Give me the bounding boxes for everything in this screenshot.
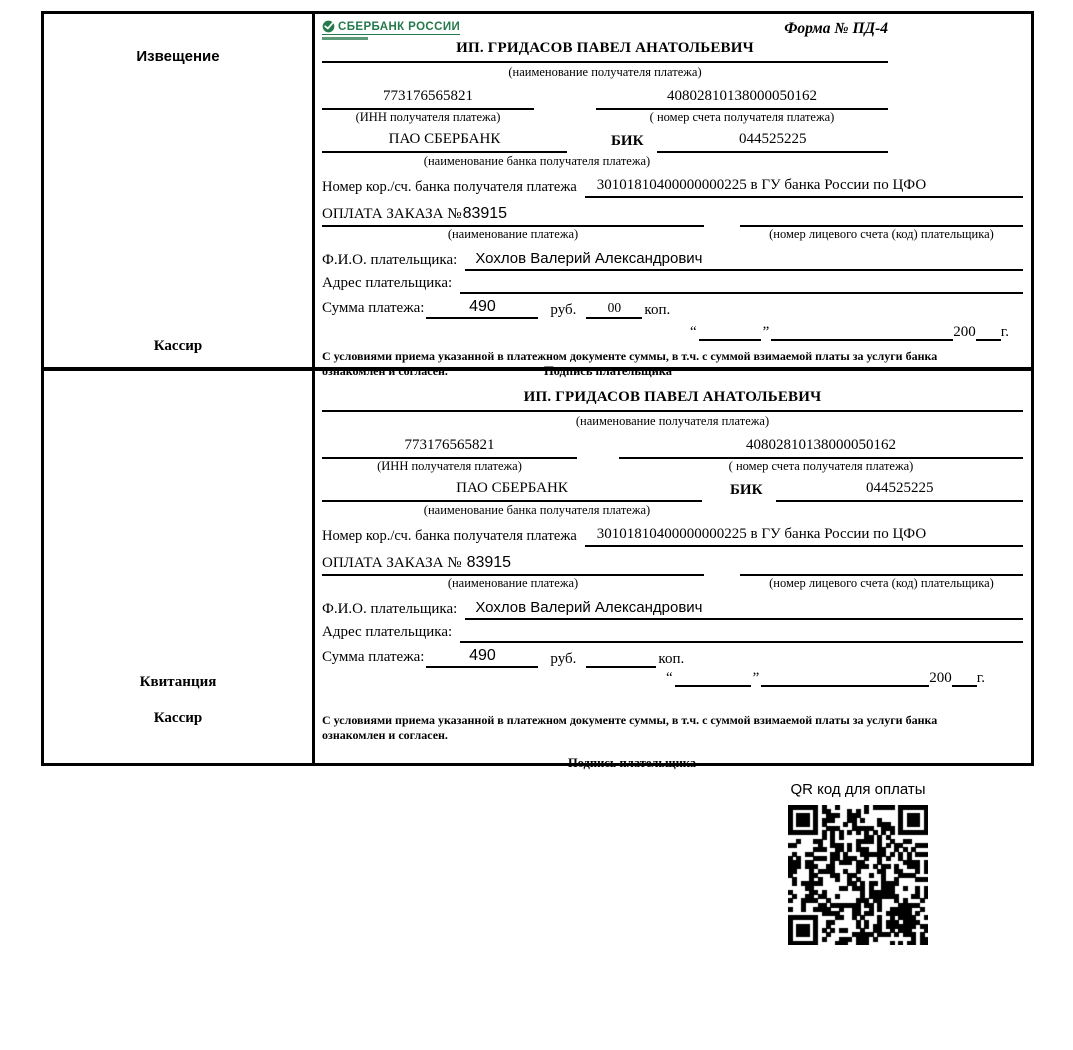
terms-line1: С условиями приема указанной в платежном документе суммы, в т.ч. с суммой взимаемой платы за услуги банка (322, 713, 938, 727)
inn-account-captions (322, 110, 888, 124)
bank-row (322, 480, 1023, 502)
notice-section (44, 14, 1031, 378)
date-row (322, 670, 985, 687)
bank-name-caption: (наименование банка получателя платежа) (423, 503, 651, 517)
quote-open: “ (665, 670, 673, 686)
purpose-prefix: ОПЛАТА ЗАКАЗА № (322, 555, 462, 571)
quote-open: “ (689, 324, 697, 340)
purpose-captions-row (322, 227, 1023, 241)
bank-name-value: ПАО СБЕРБАНК (322, 131, 567, 153)
rub-label: руб. (550, 302, 577, 318)
payee-account-value: 40802810138000050162 (596, 88, 888, 110)
payer-name-value: Хохлов Валерий Александрович (465, 599, 1023, 620)
payee-account-value: 40802810138000050162 (619, 437, 1023, 459)
cashier-label: Кассир (153, 338, 203, 354)
payee-inn-value: 773176565821 (322, 437, 577, 459)
payer-name-row (322, 250, 1023, 271)
personal-account-caption: (номер лицевого счета (код) плательщика) (769, 576, 994, 590)
date-row (322, 324, 1009, 341)
personal-account-caption: (номер лицевого счета (код) плательщика) (769, 227, 994, 241)
amount-label: Сумма платежа: (322, 300, 425, 316)
inn-account-captions (322, 459, 1023, 473)
payment-purpose-value (322, 554, 704, 576)
amount-rub-value: 490 (426, 298, 538, 319)
year-prefix: 200 (929, 670, 952, 686)
qr-code (788, 805, 928, 945)
bik-value: 044525225 (776, 480, 1023, 502)
payer-name-row (322, 599, 1023, 620)
bank-row (322, 131, 888, 153)
amount-rub-value: 490 (426, 647, 538, 668)
payee-inn-value: 773176565821 (322, 88, 534, 110)
terms-line1: С условиями приема указанной в платежном документе суммы, в т.ч. с суммой взимаемой платы за услуги банка (322, 349, 938, 363)
inn-caption: (ИНН получателя платежа) (355, 110, 501, 124)
payer-address-blank-line (460, 623, 1023, 643)
form-code: Форма № ПД-4 (784, 20, 888, 37)
notice-body (315, 14, 1031, 378)
payer-address-row (322, 623, 1023, 643)
corr-account-row (322, 177, 1023, 198)
notice-left-column (44, 14, 315, 367)
receipt-section (44, 371, 1031, 770)
quote-close: ” (762, 324, 770, 340)
payment-purpose-row (322, 205, 1023, 227)
payer-address-blank-line (460, 274, 1023, 294)
inn-account-row (322, 88, 888, 110)
date-month-line (771, 324, 953, 341)
year-suffix: г. (1000, 324, 1009, 340)
order-number: 83915 (466, 554, 512, 571)
personal-account-blank-line (740, 208, 1023, 227)
payer-name-label: Ф.И.О. плательщика: (322, 252, 458, 268)
payee-name-caption: (наименование получателя платежа) (508, 65, 702, 79)
bik-label: БИК (611, 133, 644, 149)
rub-label: руб. (550, 651, 577, 667)
order-number: 83915 (462, 205, 508, 222)
notice-label: Извещение (136, 48, 220, 65)
purpose-captions-row (322, 576, 1023, 590)
terms-block (322, 713, 1023, 771)
payment-purpose-row (322, 554, 1023, 576)
corr-account-label: Номер кор./сч. банка получателя платежа (322, 528, 577, 544)
payer-name-label: Ф.И.О. плательщика: (322, 601, 458, 617)
terms-line2: ознакомлен и согласен. (322, 728, 448, 742)
kop-label: коп. (644, 302, 671, 318)
quote-close: ” (752, 670, 760, 686)
payer-address-label: Адрес плательщика: (322, 624, 453, 640)
bik-label: БИК (730, 482, 763, 498)
amount-row (322, 298, 1023, 319)
payer-name-value: Хохлов Валерий Александрович (465, 250, 1023, 271)
corr-account-label: Номер кор./сч. банка получателя платежа (322, 179, 577, 195)
bik-value: 044525225 (657, 131, 888, 153)
receipt-label: Квитанция (139, 674, 217, 690)
sberbank-logo-tagline (322, 37, 368, 40)
year-prefix: 200 (953, 324, 976, 340)
amount-row (322, 647, 1023, 668)
sberbank-logo-line (322, 20, 460, 35)
payee-name: ИП. ГРИДАСОВ ПАВЕЛ АНАТОЛЬЕВИЧ (322, 40, 888, 63)
sberbank-logo-icon (322, 20, 335, 33)
date-year-line (952, 670, 977, 687)
payer-address-row (322, 274, 1023, 294)
purpose-caption: (наименование платежа) (447, 576, 579, 590)
inn-caption: (ИНН получателя платежа) (377, 459, 522, 473)
bank-name-caption: (наименование банка получателя платежа) (423, 154, 651, 168)
amount-kop-value: 00 (586, 300, 642, 319)
date-year-line (976, 324, 1001, 341)
amount-label: Сумма платежа: (322, 649, 425, 665)
corr-account-value: 30101810400000000225 в ГУ банка России по ЦФО (585, 177, 1023, 198)
sberbank-logo (322, 20, 460, 40)
date-day-line (675, 670, 751, 687)
purpose-caption: (наименование платежа) (447, 227, 579, 241)
personal-account-blank-line (740, 557, 1023, 576)
pd4-form-table (41, 11, 1034, 770)
sberbank-logo-text: СБЕРБАНК РОССИИ (338, 20, 461, 33)
qr-label: QR код для оплаты (790, 781, 926, 798)
payer-signature-label: Подпись плательщика (543, 364, 673, 378)
receipt-left-column (44, 371, 315, 763)
terms-line2: ознакомлен и согласен. (322, 364, 448, 378)
payee-name: ИП. ГРИДАСОВ ПАВЕЛ АНАТОЛЬЕВИЧ (322, 389, 1023, 412)
payer-address-label: Адрес плательщика: (322, 275, 453, 291)
qr-block (788, 781, 928, 945)
bank-name-value: ПАО СБЕРБАНК (322, 480, 702, 502)
account-caption: ( номер счета получателя платежа) (728, 459, 914, 473)
payer-signature-label: Подпись плательщика (567, 756, 697, 770)
year-suffix: г. (976, 670, 985, 686)
corr-account-value: 30101810400000000225 в ГУ банка России по ЦФО (585, 526, 1023, 547)
receipt-body (315, 371, 1031, 770)
corr-account-row (322, 526, 1023, 547)
account-caption: ( номер счета получателя платежа) (649, 110, 835, 124)
amount-kop-blank-line (586, 649, 656, 668)
purpose-prefix: ОПЛАТА ЗАКАЗА № (322, 206, 462, 222)
inn-account-row (322, 437, 1023, 459)
payment-purpose-value (322, 205, 704, 227)
date-day-line (699, 324, 761, 341)
cashier-label: Кассир (153, 710, 203, 726)
payee-name-caption: (наименование получателя платежа) (575, 414, 770, 428)
date-month-line (761, 670, 929, 687)
kop-label: коп. (658, 651, 685, 667)
